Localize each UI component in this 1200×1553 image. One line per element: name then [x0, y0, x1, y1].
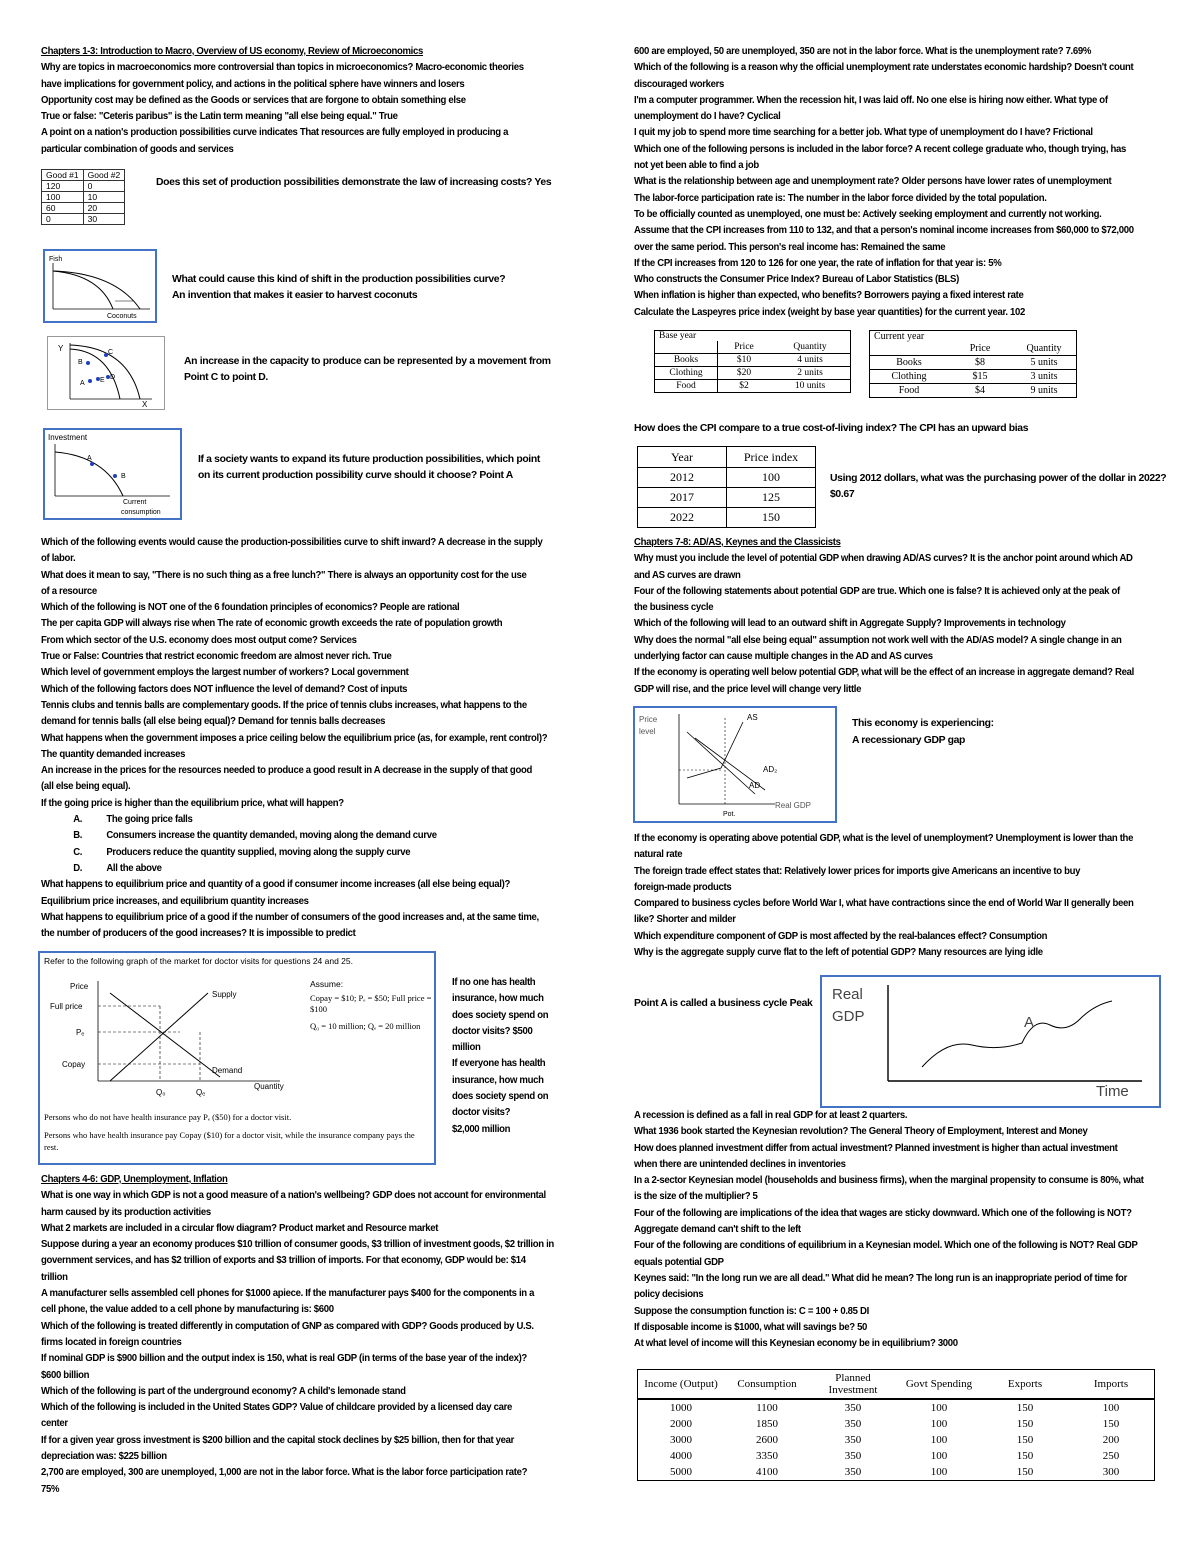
current-year-cell: 9 units	[1030, 385, 1058, 396]
income-cell: 3350	[756, 1450, 778, 1462]
base-year-header: Quantity	[793, 342, 827, 352]
income-cell: 200	[1102, 1434, 1120, 1446]
assume-label: Assume:	[310, 979, 344, 989]
text-line: over the same period. This person's real income has: Remained the same	[634, 241, 946, 253]
text-line: doctor visits? $500	[452, 1025, 533, 1037]
year-header: Price index	[727, 447, 816, 468]
text-line: underlying factor can cause multiple changes in the AD and AS curves	[634, 651, 933, 663]
text-line: policy decisions	[634, 1289, 704, 1301]
left-column	[41, 44, 569, 158]
text-line: If the economy is operating above potential GDP, what is the level of unemployment? Unemployment is lower than the	[634, 833, 1134, 844]
income-header: Consumption	[724, 1370, 810, 1400]
option-text: Consumers increase the quantity demanded, moving along the demand curve	[106, 830, 437, 842]
current-year-header: Quantity	[1026, 343, 1062, 354]
text-line: What happens to equilibrium price and quantity of a good if consumer income increases (all else being equal)?	[41, 879, 510, 891]
left-block-4	[41, 1172, 569, 1498]
ppf-cell: 120	[42, 181, 84, 192]
text-line: The labor-force participation rate is: The number in the labor force divided by the total population.	[634, 192, 1047, 204]
current-year-cell: Clothing	[891, 371, 927, 382]
income-cell: 100	[930, 1418, 948, 1430]
income-cell: 350	[844, 1402, 862, 1414]
pot-label: Pot.	[723, 811, 736, 818]
text-line: If everyone has health	[452, 1058, 546, 1070]
ppf-points-text: An increase in the capacity to produce can be represented by a movement from Point C to point D.	[184, 356, 551, 384]
section-heading: Chapters 7-8: AD/AS, Keynes and the Classicists	[634, 537, 841, 548]
income-cell: 2000	[670, 1418, 692, 1430]
quantity-label: Quantity	[254, 1082, 284, 1091]
income-cell: 100	[930, 1450, 948, 1462]
text-line: 600 are employed, 50 are unemployed, 350 are not in the labor force. What is the unemployment rate? 7.69%	[634, 46, 1092, 57]
income-cell: 1100	[756, 1402, 778, 1414]
text-line: What does it mean to say, "There is no such thing as a free lunch?" There is always an opportunity cost for the use	[41, 569, 527, 581]
section-heading: Chapters 1-3: Introduction to Macro, Overview of US economy, Review of Microeconomics	[41, 46, 424, 57]
text-line: million	[452, 1042, 481, 1054]
year-header: Year	[638, 447, 727, 468]
ppf-cell: 10	[83, 192, 125, 203]
section-heading: Chapters 4-6: GDP, Unemployment, Inflation	[41, 1174, 228, 1185]
text-line: I'm a computer programmer. When the recession hit, I was laid off. No one else is hiring now either. What type of	[634, 94, 1108, 106]
pe-label: Pₑ	[76, 1028, 85, 1037]
income-cell: 1000	[670, 1402, 692, 1414]
ad2-label: AD₂	[763, 765, 778, 774]
text-line: when there are unintended declines in inventories	[634, 1158, 846, 1170]
text-line: insurance, how much	[452, 1074, 544, 1086]
y-axis-label: Y	[58, 344, 64, 353]
ppf-cell: 100	[42, 192, 84, 203]
income-cell: 150	[1016, 1418, 1034, 1430]
right-block-3	[634, 831, 1160, 961]
right-block-4	[634, 1108, 1160, 1352]
text-line: What is the relationship between age and unemployment rate? Older persons have lower rates of unemployment	[634, 176, 1112, 188]
income-cell: 250	[1102, 1450, 1120, 1462]
text-line: If no one has health	[452, 977, 536, 988]
income-cell: 150	[1102, 1418, 1120, 1430]
ppf-points-figure	[47, 336, 165, 410]
text-line: If nominal GDP is $900 billion and the output index is 150, what is real GDP (in terms of the base year of the index)?	[41, 1353, 527, 1365]
text-line: trillion	[41, 1271, 68, 1283]
text-line: A recession is defined as a fall in real GDP for at least 2 quarters.	[634, 1110, 908, 1121]
base-year-title: Base year	[659, 331, 697, 341]
income-cell: 150	[1016, 1402, 1034, 1414]
current-year-header: Price	[969, 343, 991, 354]
business-cycle-figure	[820, 975, 1161, 1108]
text-line: 75%	[41, 1483, 60, 1495]
base-year-cell: 10 units	[794, 381, 826, 391]
investment-figure	[43, 428, 182, 520]
text-line: natural rate	[634, 849, 683, 861]
text-line: The quantity demanded increases	[41, 748, 186, 760]
text-line: Which one of the following persons is included in the labor force? A recent college graduate who, though trying, has	[634, 143, 1126, 155]
text-line: Assume that the CPI increases from 110 to 132, and that a person's nominal income increases from $60,000 to $72,000	[634, 225, 1134, 237]
answer-option	[41, 861, 598, 877]
adas-text-2: A recessionary GDP gap	[852, 735, 965, 746]
year-cell: 2022	[638, 508, 727, 528]
ppf-cell: 0	[42, 214, 84, 225]
text-line: True or False: Countries that restrict economic freedom are almost never rich. True	[41, 651, 392, 663]
year-question: Using 2012 dollars, what was the purchasing power of the dollar in 2022?	[830, 473, 1167, 484]
x-axis-label: X	[142, 400, 148, 409]
text-line: Which of the following is a reason why the official unemployment rate understates economic hardship? Doesn't count	[634, 62, 1134, 74]
fish-label: Fish	[49, 256, 63, 263]
supply-label: Supply	[212, 990, 237, 999]
income-cell: 2600	[756, 1434, 778, 1446]
text-line: does society spend on	[452, 1009, 549, 1021]
year-table	[637, 446, 816, 528]
text-line: Suppose during a year an economy produces $10 trillion of consumer goods, $3 trillion of investment goods, $2 trillion in	[41, 1239, 554, 1251]
investment-text: If a society wants to expand its future production possibilities, which point on its current production possibility curve should it choose? Point A	[198, 454, 540, 482]
income-cell: 100	[930, 1466, 948, 1478]
text-line: particular combination of goods and services	[41, 143, 234, 155]
text-line: cell phone, the value added to a cell phone by manufacturing is: $600	[41, 1304, 334, 1316]
text-line: equals potential GDP	[634, 1256, 724, 1268]
current-year-cell: Food	[898, 385, 920, 396]
text-line: Why must you include the level of potential GDP when drawing AD/AS curves? It is the anchor point around which AD	[634, 553, 1133, 565]
text-line: What happens to equilibrium price of a good if the number of consumers of the good increases and, at the same time,	[41, 911, 539, 923]
text-line: $600 billion	[41, 1369, 90, 1381]
text-line: Equilibrium price increases, and equilibrium quantity increases	[41, 895, 309, 907]
base-year-cell: $10	[718, 354, 771, 367]
option-letter: C.	[73, 846, 83, 858]
consumption-label-1: Current	[123, 499, 147, 506]
fish-question: What could cause this kind of shift in the production possibilities curve?	[172, 274, 506, 285]
income-cell: 350	[844, 1466, 862, 1478]
base-year-table-wrap	[654, 330, 851, 393]
note-2: Persons who have health insurance pay Copay ($10) for a doctor visit, while the insurance company pays the rest.	[44, 1130, 415, 1152]
text-line: Which expenditure component of GDP is most affected by the real-balances effect? Consumption	[634, 930, 1048, 942]
ppf-cell: 20	[83, 203, 125, 214]
text-line: is the size of the multiplier? 5	[634, 1191, 758, 1203]
current-year-cell: $4	[975, 385, 985, 396]
year-cell: 150	[727, 508, 816, 528]
qe-label: Qₑ	[196, 1088, 206, 1097]
adas-figure	[633, 706, 837, 823]
text-line: What happens when the government imposes a price ceiling below the equilibrium price (as, for example, rent control)?	[41, 732, 548, 744]
answer-option	[41, 845, 598, 861]
investment-label: Investment	[48, 433, 88, 442]
income-cell: 3000	[670, 1434, 692, 1446]
ppf-cell: 30	[83, 214, 125, 225]
text-line: like? Shorter and milder	[634, 914, 736, 926]
income-table	[637, 1369, 1155, 1481]
text-line: Suppose the consumption function is: C = 100 + 0.85 DI	[634, 1305, 869, 1317]
income-header: Exports	[982, 1370, 1068, 1400]
text-line: I quit my job to spend more time searching for a better job. What type of unemployment do I have? Frictional	[634, 127, 1093, 139]
income-header: Income (Output)	[638, 1370, 725, 1400]
cpi-line: How does the CPI compare to a true cost-of-living index? The CPI has an upward bias	[634, 423, 1029, 434]
text-line: of labor.	[41, 553, 76, 565]
current-year-cell: 5 units	[1030, 357, 1058, 368]
text-line: Tennis clubs and tennis balls are complementary goods. If the price of tennis clubs increases, what happens to the	[41, 699, 527, 711]
price-level-label-1: Price	[639, 715, 658, 724]
real-label: Real	[832, 986, 863, 1003]
income-header: Govt Spending	[896, 1370, 982, 1400]
text-line: An increase in the prices for the resources needed to produce a good result in A decrease in the supply of that good	[41, 765, 533, 777]
text-line: Four of the following are implications of the idea that wages are sticky downward. Which one of the following is NOT?	[634, 1207, 1132, 1219]
income-header: Imports	[1068, 1370, 1155, 1400]
text-line: demand for tennis balls (all else being equal)? Demand for tennis balls decreases	[41, 716, 386, 728]
assume-line-2: Q₀ = 10 million; Qₑ = 20 million	[310, 1021, 421, 1031]
income-table-wrap	[637, 1369, 1155, 1481]
text-line: GDP will rise, and the price level will change very little	[634, 683, 862, 695]
text-line: What 2 markets are included in a circular flow diagram? Product market and Resource market	[41, 1222, 439, 1234]
answer-option	[41, 828, 598, 844]
current-year-cell: Books	[896, 357, 922, 368]
doctor-side-answers	[452, 975, 557, 1138]
base-year-cell: Books	[673, 355, 699, 365]
text-line: Which level of government employs the largest number of workers? Local government	[41, 667, 409, 679]
point-b-label: B	[78, 359, 83, 366]
text-line: To be officially counted as unemployed, one must be: Actively seeking employment and currently not working.	[634, 208, 1102, 220]
text-line: In a 2-sector Keynesian model (households and business firms), when the marginal propensity to consume is 80%, what	[634, 1175, 1144, 1187]
text-line: The foreign trade effect states that: Relatively lower prices for imports give Americans an incentive to buy	[634, 865, 1081, 877]
text-line: If disposable income is $1000, what will savings be? 50	[634, 1321, 868, 1333]
text-line: the number of producers of the good increases? It is impossible to predict	[41, 928, 356, 940]
ad-label: AD	[749, 781, 761, 790]
adas-text-1: This economy is experiencing:	[852, 718, 994, 729]
point-a-label: A	[1024, 1014, 1035, 1031]
income-cell: 150	[1016, 1434, 1034, 1446]
text-line: If the going price is higher than the equilibrium price, what will happen?	[41, 797, 344, 809]
text-line: does society spend on	[452, 1091, 549, 1103]
time-label: Time	[1096, 1083, 1129, 1100]
real-gdp-label: Real GDP	[775, 801, 812, 810]
text-line: Which of the following is NOT one of the 6 foundation principles of economics? People are rational	[41, 602, 460, 614]
text-line: The per capita GDP will always rise when The rate of economic growth exceeds the rate of population growth	[41, 618, 503, 630]
current-year-cell: $8	[975, 357, 985, 368]
text-line: Which of the following will lead to an outward shift in Aggregate Supply? Improvements in technology	[634, 618, 1066, 630]
income-cell: 100	[930, 1434, 948, 1446]
text-line: firms located in foreign countries	[41, 1336, 182, 1348]
point-d-label: D	[110, 374, 116, 381]
left-block-2	[41, 535, 569, 942]
answer-option	[41, 812, 598, 828]
text-line: Four of the following statements about potential GDP are true. Which one is false? It is achieved only at the peak of	[634, 585, 1120, 597]
year-answer: $0.67	[830, 489, 855, 500]
ppf-cell: 0	[83, 181, 125, 192]
text-line: insurance, how much	[452, 993, 544, 1005]
income-cell: 350	[844, 1450, 862, 1462]
fish-answer: An invention that makes it easier to harvest coconuts	[172, 290, 418, 301]
text-line: Why are topics in macroeconomics more controversial than topics in microeconomics? Macro-economic theories	[41, 62, 524, 74]
text-line: Which of the following is treated differently in computation of GNP as compared with GDP? Goods produced by U.S.	[41, 1320, 534, 1332]
current-year-table	[869, 330, 1077, 398]
text-line: Which of the following factors does NOT influence the level of demand? Cost of inputs	[41, 683, 408, 695]
text-line: and AS curves are drawn	[634, 569, 741, 581]
option-text: Producers reduce the quantity supplied, moving along the supply curve	[106, 846, 411, 858]
text-line: (all else being equal).	[41, 781, 131, 793]
current-year-table-wrap	[869, 330, 1077, 398]
fish-coconut-figure	[43, 249, 157, 323]
ppf-table	[41, 169, 125, 225]
current-year-cell: 3 units	[1030, 371, 1058, 382]
text-line: foreign-made products	[634, 881, 732, 893]
text-line: If the CPI increases from 120 to 126 for one year, the rate of inflation for that year is: 5%	[634, 257, 1002, 269]
text-line: A manufacturer sells assembled cell phones for $1000 apiece. If the manufacturer pays $400 for the components in a	[41, 1288, 535, 1300]
text-line: Four of the following are conditions of equilibrium in a Keynesian model. Which one of the following is NOT? Real GDP	[634, 1240, 1138, 1252]
text-line: unemployment do I have? Cyclical	[634, 111, 781, 123]
text-line: Which of the following events would cause the production-possibilities curve to shift inward? A decrease in the supply	[41, 537, 543, 548]
text-line: the business cycle	[634, 602, 714, 614]
year-cell: 2017	[638, 488, 727, 508]
ppf-table-wrap	[41, 169, 125, 225]
text-line: Calculate the Laspeyres price index (weight by base year quantities) for the current year. 102	[634, 306, 1026, 318]
adas-graph	[635, 708, 835, 821]
income-header: Planned Investment	[810, 1370, 896, 1400]
option-letter: B.	[73, 830, 83, 842]
current-year-cell: $15	[972, 371, 988, 382]
ppf-header: Good #2	[83, 170, 125, 181]
price-label: Price	[70, 982, 89, 991]
base-year-cell: 4 units	[797, 355, 823, 365]
right-block-2	[634, 535, 1160, 698]
income-cell: 5000	[670, 1466, 692, 1478]
text-line: depreciation was: $225 billion	[41, 1451, 167, 1463]
left-block-1	[41, 44, 569, 158]
base-year-table	[654, 330, 851, 393]
fish-coconut-graph	[45, 251, 155, 321]
text-line: Opportunity cost may be defined as the Goods or services that are forgone to obtain something else	[41, 94, 466, 106]
base-year-header: Price	[718, 341, 771, 354]
assume-line-1: Copay = $10; Pₑ = $50; Full price = $100	[310, 993, 432, 1014]
as-label: AS	[747, 713, 758, 722]
text-line: 2,700 are employed, 300 are unemployed, 1,000 are not in the labor force. What is the labor force participation rate?	[41, 1467, 528, 1479]
text-line: Keynes said: "In the long run we are all dead." What did he mean? The long run is an inappropriate period of time for	[634, 1272, 1127, 1284]
full-price-label: Full price	[50, 1002, 83, 1011]
business-cycle-graph	[822, 977, 1159, 1106]
base-year-cell: 2 units	[797, 368, 823, 378]
base-year-cell: Clothing	[669, 368, 703, 378]
income-cell: 150	[1016, 1466, 1034, 1478]
q0-label: Q₀	[156, 1088, 166, 1097]
point-c-label: C	[108, 349, 114, 356]
text-line: Who constructs the Consumer Price Index? Bureau of Labor Statistics (BLS)	[634, 274, 959, 286]
text-line: center	[41, 1418, 68, 1430]
text-line: harm caused by its production activities	[41, 1206, 211, 1218]
coconuts-label: Coconuts	[107, 313, 137, 320]
text-line: From which sector of the U.S. economy does most output come? Services	[41, 634, 357, 646]
income-cell: 100	[1102, 1402, 1120, 1414]
doctor-visits-figure	[38, 951, 436, 1165]
income-cell: 100	[930, 1402, 948, 1414]
point-b-label: B	[121, 473, 126, 480]
text-line: True or false: "Ceteris paribus" is the Latin term meaning "all else being equal." True	[41, 111, 398, 123]
text-line: If for a given year gross investment is $200 billion and the capital stock declines by $25 billion, then for that year	[41, 1434, 515, 1446]
income-cell: 300	[1102, 1466, 1120, 1478]
ppf-cell: 60	[42, 203, 84, 214]
year-table-wrap	[637, 446, 816, 528]
doctor-title: Refer to the following graph of the market for doctor visits for questions 24 and 25.	[44, 956, 354, 966]
point-e-label: E	[100, 377, 105, 384]
text-line: Which of the following is included in the United States GDP? Value of childcare provided by a licensed day care	[41, 1402, 513, 1414]
demand-label: Demand	[212, 1066, 243, 1075]
year-cell: 2012	[638, 468, 727, 488]
year-cell: 125	[727, 488, 816, 508]
text-line: not yet been able to find a job	[634, 160, 759, 172]
text-line: If the economy is operating well below potential GDP, what will be the effect of an increase in aggregate demand? Real	[634, 667, 1134, 679]
income-cell: 150	[1016, 1450, 1034, 1462]
text-line: government services, and has $2 trillion of exports and $3 trillion of imports. For that economy, GDP would be: $14	[41, 1255, 526, 1267]
price-level-label-2: level	[639, 727, 656, 736]
ppf-header: Good #1	[42, 170, 84, 181]
ppf-question: Does this set of production possibilities demonstrate the law of increasing costs? Yes	[156, 177, 552, 188]
income-cell: 350	[844, 1418, 862, 1430]
text-line: At what level of income will this Keynesian economy be in equilibrium? 3000	[634, 1338, 958, 1350]
option-text: All the above	[106, 862, 162, 874]
ppf-points-graph	[48, 337, 164, 409]
text-line: When inflation is higher than expected, who benefits? Borrowers paying a fixed interest rate	[634, 290, 1024, 302]
option-text: The going price falls	[106, 814, 193, 826]
income-cell: 1850	[756, 1418, 778, 1430]
text-line: Why does the normal "all else being equal" assumption not work well with the AD/AS model? A single change in an	[634, 634, 1122, 646]
income-cell: 4000	[670, 1450, 692, 1462]
gdp-label: GDP	[832, 1008, 865, 1025]
point-a-label: A	[80, 380, 85, 387]
income-cell: 4100	[756, 1466, 778, 1478]
option-letter: A.	[73, 814, 83, 826]
base-year-cell: Food	[676, 381, 696, 391]
income-cell: 350	[844, 1434, 862, 1446]
doctor-visits-graph	[40, 953, 434, 1163]
text-line: of a resource	[41, 585, 97, 597]
option-letter: D.	[73, 862, 83, 874]
text-line: What 1936 book started the Keynesian revolution? The General Theory of Employment, Interest and Money	[634, 1126, 1088, 1138]
text-line: A point on a nation's production possibilities curve indicates That resources are fully employed in producing a	[41, 127, 509, 139]
year-cell: 100	[727, 468, 816, 488]
point-a-label: A	[87, 455, 92, 462]
text-line: Compared to business cycles before World War I, what have contractions since the end of World War II generally been	[634, 898, 1134, 910]
text-line: have implications for government policy, and actions in the political sphere have winners and losers	[41, 78, 465, 90]
note-1: Persons who do not have health insurance pay Pₑ ($50) for a doctor visit.	[44, 1112, 292, 1122]
text-line: Aggregate demand can't shift to the left	[634, 1224, 801, 1236]
text-line: How does planned investment differ from actual investment? Planned investment is higher than actual investment	[634, 1142, 1118, 1154]
text-line: discouraged workers	[634, 78, 725, 90]
text-line: What is one way in which GDP is not a good measure of a nation's wellbeing? GDP does not account for environmental	[41, 1190, 546, 1202]
base-year-cell: $20	[718, 367, 771, 380]
right-column	[634, 44, 1160, 321]
base-year-cell: $2	[718, 380, 771, 393]
consumption-label-2: consumption	[121, 509, 161, 516]
text-line: Why is the aggregate supply curve flat to the left of potential GDP? Many resources are lying idle	[634, 947, 1043, 959]
text-line: Which of the following is part of the underground economy? A child's lemonade stand	[41, 1385, 406, 1397]
copay-label: Copay	[62, 1060, 86, 1069]
text-line: $2,000 million	[452, 1123, 511, 1135]
text-line: doctor visits?	[452, 1107, 511, 1119]
cycle-text: Point A is called a business cycle Peak	[634, 998, 813, 1009]
current-year-title: Current year	[874, 331, 925, 342]
investment-graph	[45, 430, 180, 518]
